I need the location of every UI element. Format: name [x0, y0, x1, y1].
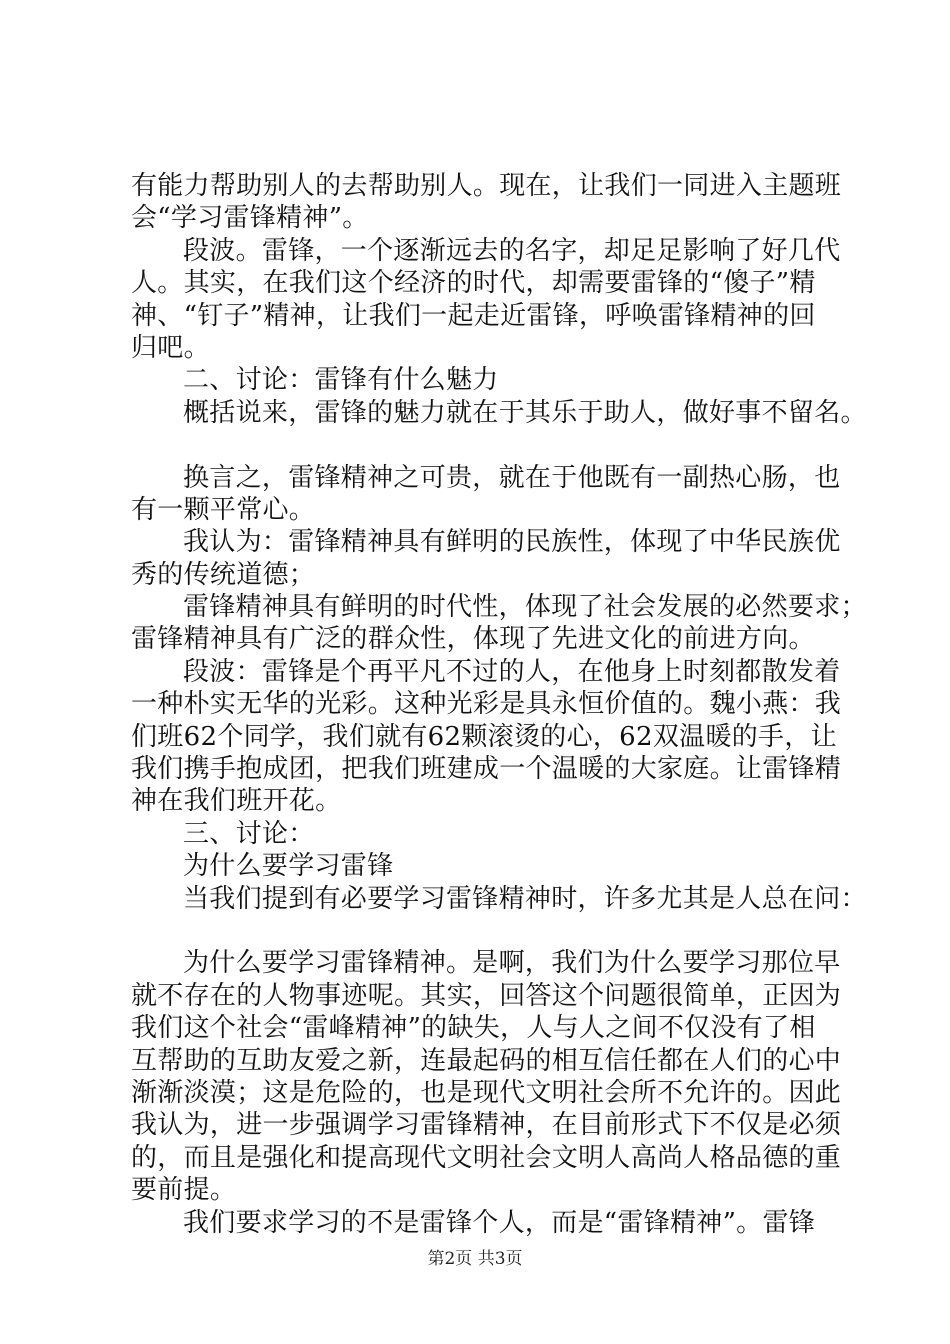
- paragraph-start: 当我们提到有必要学习雷锋精神时，许多尤其是人总在问：: [183, 883, 867, 914]
- text-line: 我认为，进一步强调学习雷锋精神，在目前形式下不仅是必须: [131, 1110, 842, 1141]
- blank-line: [131, 915, 831, 947]
- text-line: 人。其实，在我们这个经济的时代，却需要雷锋的“傻子”精: [131, 268, 816, 299]
- section-subheading: 为什么要学习雷锋: [183, 851, 394, 882]
- text-line: 我们携手抱成团，把我们班建成一个温暖的大家庭。让雷锋精: [131, 754, 842, 785]
- text-line: 秀的传统道德；: [131, 559, 316, 590]
- blank-line: [131, 429, 831, 461]
- paragraph-start: 雷锋精神具有鲜明的时代性，体现了社会发展的必然要求；: [183, 592, 867, 623]
- text-line: 神、“钉子”精神，让我们一起走近雷锋，呼唤雷锋精神的回: [131, 300, 816, 331]
- section-heading: 二、讨论：雷锋有什么魅力: [183, 365, 499, 396]
- section-heading: 三、讨论：: [183, 818, 315, 849]
- text-line: 雷锋精神具有广泛的群众性，体现了先进文化的前进方向。: [131, 624, 815, 655]
- page-number: 第2页 共3页: [427, 1249, 523, 1269]
- text-line: 有一颗平常心。: [131, 494, 316, 525]
- text-line: 渐渐淡漠；这是危险的，也是现代文明社会所不允许的。因此: [131, 1077, 842, 1108]
- text-line: 会“学习雷锋精神”。: [131, 203, 369, 234]
- paragraph-start: 我们要求学习的不是雷锋个人，而是“雷锋精神”。雷锋: [183, 1207, 816, 1238]
- paragraph-start: 段波：雷锋是个再平凡不过的人，在他身上时刻都散发着: [183, 656, 841, 687]
- paragraph-start: 段波。雷锋，一个逐渐远去的名字，却足足影响了好几代: [183, 235, 841, 266]
- paragraph-start: 换言之，雷锋精神之可贵，就在于他既有一副热心肠，也: [183, 462, 841, 493]
- text-line: 的，而且是强化和提高现代文明社会文明人高尚人格品德的重: [131, 1142, 842, 1173]
- text-line: 神在我们班开花。: [131, 786, 342, 817]
- text-line: 我们这个社会“雷峰精神”的缺失，人与人之间不仅没有了相: [131, 1013, 816, 1044]
- document-body: [131, 170, 867, 1239]
- paragraph-start: 我认为：雷锋精神具有鲜明的民族性，体现了中华民族优: [183, 527, 841, 558]
- paragraph-start: 概括说来，雷锋的魅力就在于其乐于助人，做好事不留名。: [183, 397, 867, 428]
- paragraph-start: 为什么要学习雷锋精神。是啊，我们为什么要学习那位早: [183, 948, 841, 979]
- text-line: 一种朴实无华的光彩。这种光彩是具永恒价值的。魏小燕：我: [131, 689, 842, 720]
- text-line: 归吧。: [131, 332, 210, 363]
- text-line: 就不存在的人物事迹呢。其实，回答这个问题很简单，正因为: [131, 980, 842, 1011]
- text-line: 互帮助的互助友爱之新，连最起码的相互信任都在人们的心中: [131, 1045, 842, 1076]
- text-line: 要前提。: [131, 1175, 237, 1206]
- text-line: 有能力帮助别人的去帮助别人。现在，让我们一同进入主题班: [131, 171, 842, 201]
- text-line: 们班62个同学，我们就有62颗滚烫的心，62双温暖的手，让: [131, 721, 837, 752]
